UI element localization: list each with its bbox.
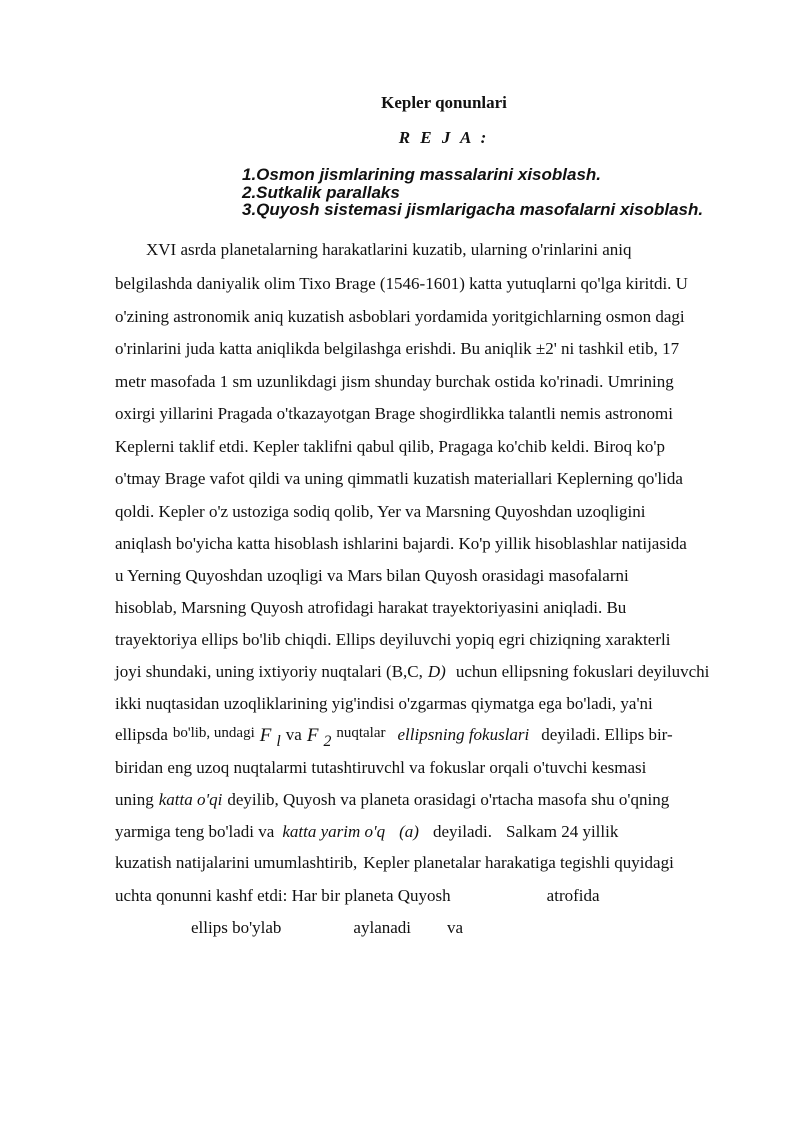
plan-item: 3.Quyosh sistemasi jismlarigacha masofalarni xisoblash.	[242, 200, 704, 219]
text-line	[115, 886, 749, 906]
text-fragment: uning	[115, 790, 154, 809]
text-line	[115, 822, 749, 842]
text-fragment: atrofida	[546, 886, 600, 905]
text-line	[115, 853, 749, 873]
text-span: joyi shundaki, uning ixtiyoriy nuqtalari (B,C,	[115, 662, 423, 681]
text-fragment: Kepler planetalar harakatiga tegishli quyidagi	[363, 853, 674, 872]
text-line: ikki nuqtasidan uzoqliklarining yig'indisi o'zgarmas qiymatga ega bo'ladi, ya'ni	[115, 694, 653, 713]
italic-text: D)	[427, 662, 446, 681]
focus-symbol	[307, 725, 332, 751]
text-fragment: uchun ellipsning fokuslari deyiluvchi	[455, 662, 710, 681]
italic-text: (a)	[399, 822, 419, 841]
text-line: u Yerning Quyoshdan uzoqligi va Mars bilan Quyosh orasidagi masofalarni	[115, 566, 629, 585]
text-fragment: ellipsda	[115, 725, 168, 744]
text-fragment: va	[447, 918, 464, 937]
text-line: o'tmay Brage vafot qildi va uning qimmatli kuzatish materiallari Keplerning qo'lida	[115, 469, 683, 488]
text-fragment: deyiladi.	[432, 822, 492, 841]
text-line: metr masofada 1 sm uzunlikdagi jism shunday burchak ostida ko'rinadi. Umrining	[115, 372, 674, 391]
italic-text: katta yarim o'q	[282, 822, 386, 841]
text-fragment: bo'lib, undagi	[172, 725, 255, 741]
text-line: biridan eng uzoq nuqtalarmi tutashtiruvchl va fokuslar orqali o'tuvchi kesmasi	[115, 758, 647, 777]
text-line: oxirgi yillarini Pragada o'tkazayotgan Brage shogirdlikka talantli nemis astronomi	[115, 404, 673, 423]
text-line: aniqlash bo'yicha katta hisoblash ishlarini bajardi. Ko'p yillik hisoblashlar natijasida	[115, 534, 687, 553]
text-fragment: ellips bo'ylab	[191, 918, 282, 937]
text-line: trayektoriya ellips bo'lib chiqdi. Ellips deyiluvchi yopiq egri chiziqning xarakterli	[115, 630, 671, 649]
text-line	[115, 725, 749, 751]
symbol-letter: F	[306, 725, 319, 746]
text-fragment: nuqtalar	[336, 725, 386, 741]
symbol-subscript: l	[276, 732, 281, 750]
text-line	[115, 662, 749, 682]
plan-item: 1.Osmon jismlarining massalarini xisoblash.	[242, 165, 602, 184]
text-fragment: deyilib, Quyosh va planeta orasidagi o'rtacha masofa shu o'qning	[227, 790, 670, 809]
text-line: Keplerni taklif etdi. Kepler taklifni qabul qilib, Pragaga ko'chib keldi. Biroq ko'p	[115, 437, 665, 456]
symbol-subscript: 2	[323, 732, 332, 750]
text-line: o'rinlarini juda katta aniqlikda belgilashga erishdi. Bu aniqlik ±2' ni tashkil etib, 17	[115, 339, 680, 358]
text-line: XVI asrda planetalarning harakatlarini kuzatib, ularning o'rinlarini aniq	[146, 240, 632, 259]
italic-text: ellipsning fokuslari	[397, 725, 530, 744]
text-fragment: va	[285, 725, 302, 744]
plan-heading: R E J A :	[398, 128, 490, 147]
text-fragment: yarmiga teng bo'ladi va	[115, 822, 275, 841]
text-line	[115, 790, 749, 810]
plan-item: 2.Sutkalik parallaks	[242, 182, 400, 202]
text-fragment: uchta qonunni kashf etdi: Har bir planeta Quyosh	[115, 886, 451, 905]
text-fragment: kuzatish natijalarini umumlashtirib,	[115, 853, 358, 872]
text-line: o'zining astronomik aniq kuzatish asboblari yordamida yoritgichlarning osmon dagi	[115, 307, 685, 326]
page-title: Kepler qonunlari	[381, 93, 507, 112]
text-line: belgilashda daniyalik olim Tixo Brage (1546-1601) katta yutuqlarni qo'lga kiritdi. U	[115, 274, 688, 293]
italic-text: katta o'qi	[158, 790, 223, 809]
text-fragment	[115, 662, 451, 682]
text-line	[191, 918, 749, 938]
plan-list	[242, 166, 703, 219]
symbol-letter: F	[259, 725, 272, 746]
text-line: hisoblab, Marsning Quyosh atrofidagi harakat trayektoriyasini aniqladi. Bu	[115, 598, 627, 617]
text-fragment: deyiladi. Ellips bir-	[541, 725, 673, 744]
text-fragment: Salkam 24 yillik	[505, 822, 619, 841]
text-line: qoldi. Kepler o'z ustoziga sodiq qolib, Yer va Marsning Quyoshdan uzoqligini	[115, 502, 646, 521]
text-fragment: aylanadi	[353, 918, 412, 937]
focus-symbol	[260, 725, 281, 751]
